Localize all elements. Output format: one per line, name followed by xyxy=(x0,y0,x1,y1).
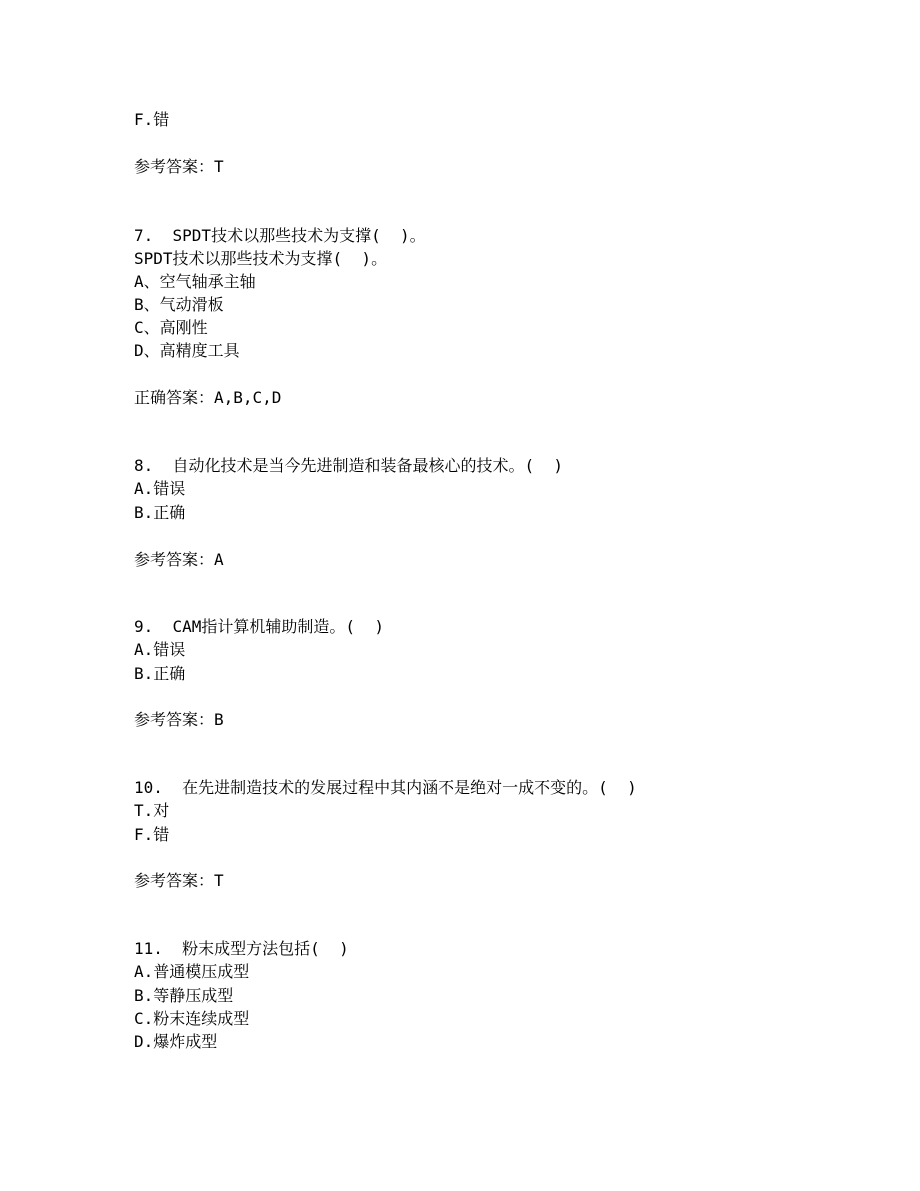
question-10-title: 10. 在先进制造技术的发展过程中其内涵不是绝对一成不变的。( ) xyxy=(134,778,637,797)
question-10-answer: 参考答案：T xyxy=(134,871,224,890)
question-7-option-d: D、高精度工具 xyxy=(134,341,240,360)
question-8-answer: 参考答案：A xyxy=(134,550,224,569)
question-11-option-b: B.等静压成型 xyxy=(134,986,234,1005)
question-9-option-a: A.错误 xyxy=(134,640,186,659)
question-9-answer: 参考答案：B xyxy=(134,710,224,729)
question-7-answer: 正确答案：A,B,C,D xyxy=(134,388,282,407)
answer-text: 参考答案：T xyxy=(134,157,224,176)
question-7-option-a: A、空气轴承主轴 xyxy=(134,272,256,291)
question-8-option-b: B.正确 xyxy=(134,503,186,522)
question-10-option-f: F.错 xyxy=(134,825,170,844)
question-10-option-t: T.对 xyxy=(134,801,170,820)
question-8-option-a: A.错误 xyxy=(134,479,186,498)
question-7-option-c: C、高刚性 xyxy=(134,318,208,337)
question-7-stem: SPDT技术以那些技术为支撑( )。 xyxy=(134,249,388,268)
question-11-option-c: C.粉末连续成型 xyxy=(134,1009,250,1028)
question-9-option-b: B.正确 xyxy=(134,664,186,683)
question-11-title: 11. 粉末成型方法包括( ) xyxy=(134,939,349,958)
question-7-title: 7. SPDT技术以那些技术为支撑( )。 xyxy=(134,226,426,245)
question-9-title: 9. CAM指计算机辅助制造。( ) xyxy=(134,617,384,636)
question-11-option-d: D.爆炸成型 xyxy=(134,1032,218,1051)
question-8-title: 8. 自动化技术是当今先进制造和装备最核心的技术。( ) xyxy=(134,456,564,475)
option-text: F.错 xyxy=(134,110,170,129)
question-11-option-a: A.普通模压成型 xyxy=(134,962,250,981)
question-7-option-b: B、气动滑板 xyxy=(134,295,224,314)
